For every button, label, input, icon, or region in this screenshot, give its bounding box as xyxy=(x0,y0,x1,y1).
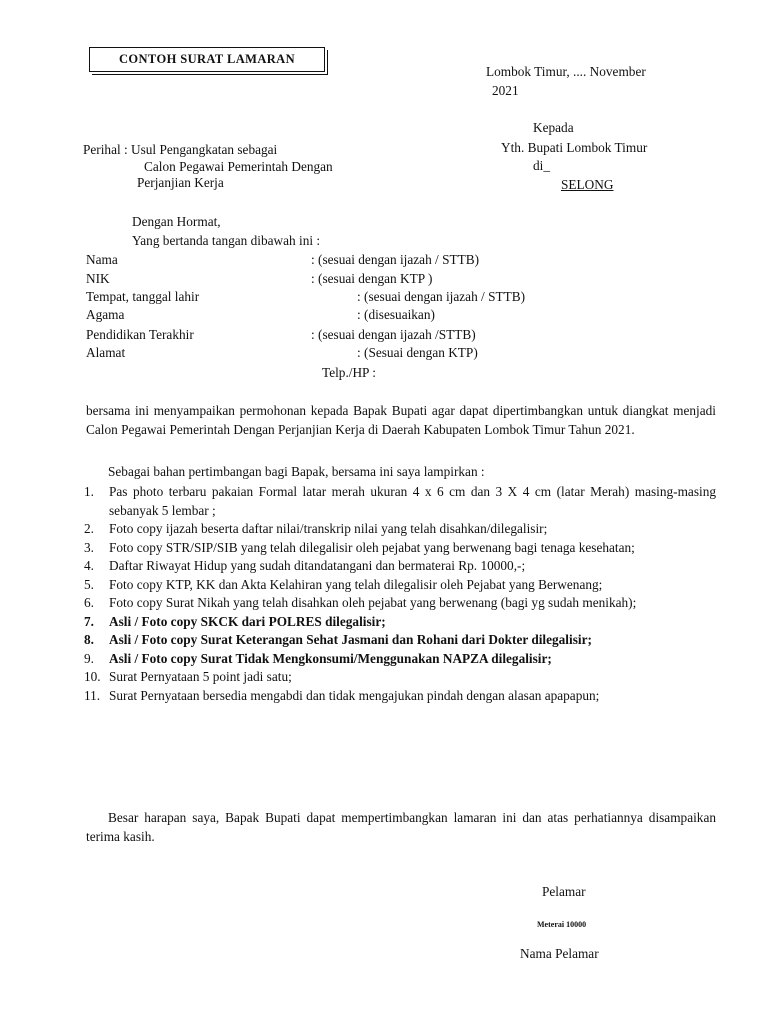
list-item: 5. Foto copy KTP, KK dan Akta Kelahiran yang telah dilegalisir oleh Pejabat yang Berwenang; xyxy=(84,576,603,592)
recipient-yth: Yth. Bupati Lombok Timur xyxy=(501,140,648,155)
attachments-list xyxy=(84,483,716,705)
identity-label-alamat: Alamat xyxy=(86,345,126,360)
identity-label-nama: Nama xyxy=(86,252,118,267)
signature-meterai: Meterai 10000 xyxy=(537,920,587,929)
recipient-to: Kepada xyxy=(533,120,574,135)
list-item: 6. Foto copy Surat Nikah yang telah disahkan oleh pejabat yang berwenang (bagi yg sudah menikah); xyxy=(84,595,637,610)
place-date-line2: 2021 xyxy=(492,83,519,98)
identity-value-nama: : (sesuai dengan ijazah / STTB) xyxy=(311,252,480,267)
signature-role: Pelamar xyxy=(542,884,586,899)
list-item: 4. Daftar Riwayat Hidup yang sudah ditandatangani dan bermaterai Rp. 10000,-; xyxy=(84,558,526,573)
identity-label-agama: Agama xyxy=(86,307,125,322)
recipient-di: di_ xyxy=(533,158,550,173)
request-paragraph: bersama ini menyampaikan permohonan kepada Bapak Bupati agar dapat dipertimbangkan untuk diangkat menjadi Calon Pegawai Pemerintah Dengan Perjanjian Kerja di Daerah Kabupaten Lombok Timur Tahun 2021. xyxy=(86,403,716,437)
recipient-city: SELONG xyxy=(561,177,614,192)
place-date-line1: Lombok Timur, .... November xyxy=(486,64,646,79)
list-item: 3. Foto copy STR/SIP/SIB yang telah dilegalisir oleh pejabat yang berwenang bagi tenaga kesehatan; xyxy=(84,539,635,555)
salutation: Dengan Hormat, xyxy=(132,214,221,229)
attachments-intro: Sebagai bahan pertimbangan bagi Bapak, bersama ini saya lampirkan : xyxy=(108,464,485,479)
list-item: 10. Surat Pernyataan 5 point jadi satu; xyxy=(84,669,292,684)
identity-phone: Telp./HP : xyxy=(322,365,376,380)
list-item: 8. Asli / Foto copy Surat Keterangan Sehat Jasmani dan Rohani dari Dokter dilegalisir; xyxy=(84,632,592,647)
identity-label-ttl: Tempat, tanggal lahir xyxy=(86,289,200,304)
subject-line2: Calon Pegawai Pemerintah Dengan xyxy=(144,159,333,174)
identity-label-pendidikan: Pendidikan Terakhir xyxy=(86,327,194,342)
list-item: 1. Pas photo terbaru pakaian Formal latar merah ukuran 4 x 6 cm dan 3 X 4 cm (latar Merah) masing-masing sebanyak 5 lembar ; xyxy=(84,484,716,518)
list-item: 7. Asli / Foto copy SKCK dari POLRES dilegalisir; xyxy=(84,613,386,629)
identity-value-pendidikan: : (sesuai dengan ijazah /STTB) xyxy=(311,327,476,342)
list-item: 2. Foto copy ijazah beserta daftar nilai/transkrip nilai yang telah disahkan/dilegalisir; xyxy=(84,521,548,536)
identity-value-ttl: : (sesuai dengan ijazah / STTB) xyxy=(357,289,526,304)
intro-line: Yang bertanda tangan dibawah ini : xyxy=(132,233,321,248)
list-item: 9. Asli / Foto copy Surat Tidak Mengkonsumi/Menggunakan NAPZA dilegalisir; xyxy=(84,650,552,666)
document-title-box xyxy=(89,47,325,72)
identity-value-agama: : (disesuaikan) xyxy=(357,307,435,322)
identity-value-alamat: : (Sesuai dengan KTP) xyxy=(357,345,478,360)
identity-label-nik: NIK xyxy=(86,271,110,286)
closing-paragraph: Besar harapan saya, Bapak Bupati dapat mempertimbangkan lamaran ini dan atas perhatiannya disampaikan terima kasih. xyxy=(86,810,716,844)
subject-line1: Perihal : Usul Pengangkatan sebagai xyxy=(83,142,278,157)
subject-line3: Perjanjian Kerja xyxy=(137,175,224,190)
signature-name: Nama Pelamar xyxy=(520,946,599,961)
identity-value-nik: : (sesuai dengan KTP ) xyxy=(311,271,433,286)
list-item: 11. Surat Pernyataan bersedia mengabdi dan tidak mengajukan pindah dengan alasan apapapun; xyxy=(84,687,600,703)
document-title: CONTOH SURAT LAMARAN xyxy=(118,52,296,66)
